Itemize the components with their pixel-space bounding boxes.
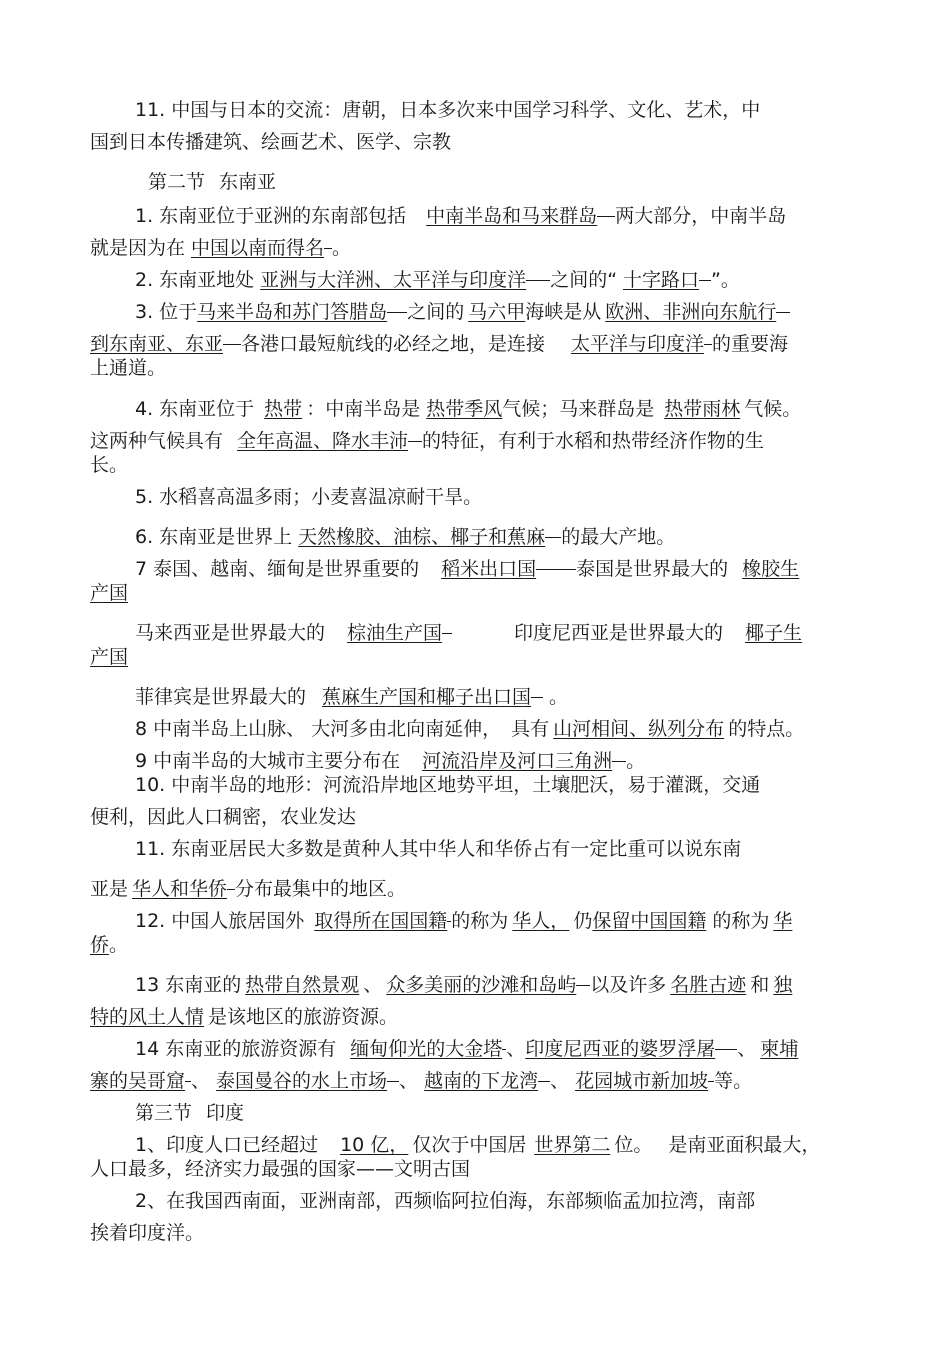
text-segment: 7 泰国、越南、缅甸是世界重要的 (135, 558, 420, 580)
text-segment: 之间的 (407, 301, 465, 323)
answer-blank: 到东南亚、东亚 (90, 333, 224, 355)
spacer (597, 194, 615, 217)
answer-blank: 10 亿， (340, 1134, 409, 1156)
answer-blank: 山河相间、纵列分布 (553, 718, 725, 740)
text-line (135, 547, 800, 580)
spacer (387, 290, 407, 313)
text-segment: 上通道。 (90, 357, 167, 379)
text-line (135, 1123, 821, 1156)
answer-blank: 热带季风 (426, 398, 503, 420)
spacer (776, 290, 790, 313)
text-segment: 6. 东南亚是世界上 (135, 526, 293, 548)
spacer (545, 322, 571, 350)
spacer (223, 419, 237, 447)
text-line (135, 290, 790, 323)
text-segment: 。 (109, 934, 129, 956)
text-segment: 、 (399, 1070, 419, 1092)
text-segment: 印度尼西亚是世界最大的 (514, 622, 724, 644)
answer-blank: 热带雨林 (664, 398, 741, 420)
text-segment: 大河多由北向南延伸， (311, 718, 502, 740)
answer-blank: 柬埔 (760, 1038, 799, 1060)
answer-blank: 泰国曼谷的水上市场 (216, 1070, 388, 1092)
spacer (723, 611, 745, 639)
text-segment: 马来西亚是世界最大的 (135, 622, 326, 644)
answer-blank: 华人， (512, 910, 570, 932)
text-line (90, 1155, 470, 1183)
answer-blank: 名胜古迹 (670, 974, 747, 996)
text-segment: 5. 水稻喜高温多雨；小麦喜温凉耐干旱。 (135, 486, 483, 508)
text-segment: 、 (550, 1070, 570, 1092)
text-line (90, 995, 399, 1028)
text-line (90, 643, 128, 671)
answer-blank: 华人和华侨 (132, 878, 228, 900)
spacer (452, 611, 514, 639)
text-line (135, 771, 760, 799)
spacer (306, 675, 322, 703)
spacer (501, 707, 511, 735)
text-segment: ：中南半岛是 (306, 398, 421, 420)
answer-blank: 印度尼西亚的婆罗浮屠 (525, 1038, 716, 1060)
spacer (254, 387, 264, 415)
spacer (536, 547, 576, 570)
answer-blank: 热带 (264, 398, 303, 420)
text-segment: 人口最多，经济实力最强的国家——文明古国 (90, 1158, 471, 1180)
text-segment: 长。 (90, 454, 129, 476)
spacer (612, 739, 626, 762)
spacer (304, 899, 314, 927)
spacer (387, 1059, 399, 1082)
text-line (135, 258, 740, 291)
text-line (135, 899, 793, 932)
text-line (135, 611, 803, 644)
text-line (135, 1027, 799, 1060)
text-segment: 是南亚面积最大， (668, 1134, 821, 1156)
text-segment: 分布最集中的地区。 (235, 878, 407, 900)
spacer (728, 547, 742, 575)
answer-blank: 橡胶生 (742, 558, 800, 580)
answer-blank: 独 (773, 974, 793, 996)
spacer (406, 194, 426, 222)
text-segment: 。 (332, 237, 352, 259)
answer-blank: 花园城市新加坡 (575, 1070, 709, 1092)
text-segment: 两大部分，中南半岛 (615, 205, 787, 227)
answer-blank: 全年高温、降水丰沛 (237, 430, 409, 452)
spacer (576, 963, 590, 986)
text-segment: 气候。 (744, 398, 802, 420)
text-line (135, 96, 760, 124)
text-line (90, 579, 128, 607)
answer-blank: 特的风土人情 (90, 1006, 205, 1028)
answer-blank: 寨的吴哥窟 (90, 1070, 186, 1092)
text-line (90, 1219, 204, 1247)
spacer (715, 1027, 737, 1050)
answer-blank: 侨 (90, 934, 110, 956)
spacer (400, 739, 422, 767)
text-line (135, 194, 787, 227)
answer-blank: 蕉麻生产国和椰子出口国 (322, 686, 532, 708)
text-segment: 的称为 (451, 910, 509, 932)
text-segment: 泰国是世界最大的 (576, 558, 729, 580)
text-segment: 仍 (573, 910, 593, 932)
text-segment: 12. 中国人旅居国外 (135, 910, 305, 932)
text-line (90, 226, 352, 259)
text-segment: 是该地区的旅游资源。 (208, 1006, 399, 1028)
text-segment: 4. 东南亚位于 (135, 398, 255, 420)
answer-blank: 产国 (90, 646, 129, 668)
text-segment: 东南亚 (219, 171, 277, 193)
text-segment: 的特点。 (728, 718, 805, 740)
text-segment: 14 东南亚的旅游资源有 (135, 1038, 337, 1060)
text-segment: 、 (191, 1070, 211, 1092)
answer-blank: 亚洲与大洋洲、太平洋与印度洋 (260, 269, 527, 291)
text-line (135, 835, 741, 863)
answer-blank: 保留中国国籍 (592, 910, 707, 932)
text-segment: 和 (750, 974, 770, 996)
text-line (148, 160, 277, 193)
text-line (90, 354, 166, 382)
answer-blank: 众多美丽的沙滩和岛屿 (386, 974, 577, 996)
text-segment: 具有 (511, 718, 550, 740)
spacer (538, 1059, 550, 1082)
spacer (699, 258, 711, 281)
text-segment: 的最大产地。 (561, 526, 676, 548)
text-segment: 各港口最短航线的必经之地，是连接 (241, 333, 546, 355)
text-segment: 9 中南半岛的大城市主要分布在 (135, 750, 401, 772)
text-segment: 菲律宾是世界最大的 (135, 686, 307, 708)
text-segment: 2、在我国西南面，亚洲南部，西频临阿拉伯海，东部频临孟加拉湾，南部 (135, 1190, 756, 1212)
answer-blank: 世界第二 (534, 1134, 611, 1156)
text-segment: 挨着印度洋。 (90, 1222, 205, 1244)
text-segment: 便利，因此人口稠密，农业发达 (90, 806, 357, 828)
text-line (135, 387, 802, 420)
spacer (442, 611, 452, 634)
answer-blank: 太平洋与印度洋 (571, 333, 705, 355)
text-line (135, 483, 482, 511)
text-segment: 1、印度人口已经超过 (135, 1134, 319, 1156)
answer-blank: 棕油生产国 (347, 622, 443, 644)
spacer (336, 1027, 350, 1055)
text-segment: 1. 东南亚位于亚洲的东南部包括 (135, 205, 407, 227)
answer-blank: 产国 (90, 582, 129, 604)
text-segment: 的特征，有利于水稻和热带经济作物的生 (422, 430, 765, 452)
answer-blank: 河流沿岸及河口三角洲 (422, 750, 613, 772)
text-line (135, 675, 569, 708)
text-segment: 10. 中南半岛的地形：河流沿岸地区地势平坦，土壤肥沃，易于灌溉，交通 (135, 774, 761, 796)
text-segment: 。 (626, 750, 646, 772)
text-segment: 11. 中国与日本的交流：唐朝，日本多次来中国学习科学、文化、艺术，中 (135, 99, 761, 121)
text-line (90, 451, 128, 479)
text-segment: 气候；马来群岛是 (502, 398, 655, 420)
spacer (652, 1123, 668, 1151)
text-segment: 第二节 (148, 171, 206, 193)
spacer (545, 515, 561, 538)
text-segment: 海峡是从 (525, 301, 602, 323)
answer-blank: 取得所在国国籍 (314, 910, 448, 932)
spacer (704, 322, 712, 345)
text-segment: 。 (549, 686, 569, 708)
text-segment: 印度 (206, 1102, 245, 1124)
answer-blank: 十字路口 (623, 269, 700, 291)
answer-blank: 椰子生 (745, 622, 803, 644)
spacer (223, 322, 241, 345)
text-segment: 等。 (714, 1070, 753, 1092)
text-segment: 的重要海 (712, 333, 789, 355)
text-segment: 、 (363, 974, 383, 996)
spacer (324, 226, 332, 249)
text-segment: 就是因为在 (90, 237, 186, 259)
text-segment: 的称为 (712, 910, 770, 932)
text-line (90, 128, 451, 156)
answer-blank: 中国以南而得名 (191, 237, 325, 259)
spacer (654, 387, 664, 415)
text-line (135, 739, 646, 772)
spacer (408, 419, 422, 442)
text-line (135, 707, 805, 740)
text-segment: 第三节 (135, 1102, 193, 1124)
text-segment: ”。 (711, 269, 740, 291)
spacer (526, 258, 550, 281)
text-line (90, 1059, 753, 1092)
text-segment: 国到日本传播建筑、绘画艺术、医学、宗教 (90, 131, 452, 153)
spacer (205, 160, 219, 188)
text-segment: 13 东南亚的 (135, 974, 242, 996)
text-line (90, 419, 765, 452)
text-segment: 位。 (614, 1134, 653, 1156)
answer-blank: 华 (773, 910, 793, 932)
spacer (531, 675, 543, 698)
text-segment: 3. 位于 (135, 301, 198, 323)
text-segment: 8 中南半岛上山脉、 (135, 718, 306, 740)
spacer (318, 1123, 340, 1151)
answer-blank: 缅甸仰光的大金塔 (350, 1038, 503, 1060)
text-line (135, 515, 676, 548)
text-segment: 亚是 (90, 878, 129, 900)
text-line (135, 1187, 755, 1215)
text-segment: 之间的“ (550, 269, 618, 291)
answer-blank: 马来半岛和苏门答腊岛 (197, 301, 388, 323)
text-line (90, 931, 128, 959)
answer-blank: 天然橡胶、油棕、椰子和蕉麻 (298, 526, 546, 548)
text-line (90, 322, 789, 355)
text-line (90, 803, 356, 831)
text-segment: 这两种气候具有 (90, 430, 224, 452)
text-segment: 、 (737, 1038, 757, 1060)
text-segment: 11. 东南亚居民大多数是黄种人其中华人和华侨占有一定比重可以说东南 (135, 838, 742, 860)
text-segment: 、 (506, 1038, 526, 1060)
spacer (419, 547, 441, 575)
answer-blank: 热带自然景观 (245, 974, 360, 996)
text-segment: 2. 东南亚地处 (135, 269, 255, 291)
spacer (227, 867, 235, 890)
answer-blank: 稻米出口国 (441, 558, 537, 580)
answer-blank: 欧洲、非洲向东航行 (605, 301, 777, 323)
answer-blank: 越南的下龙湾 (424, 1070, 539, 1092)
text-line (90, 867, 407, 900)
spacer (325, 611, 347, 639)
text-segment: 仅次于中国居 (412, 1134, 527, 1156)
spacer (192, 1091, 206, 1119)
text-segment: 以及许多 (590, 974, 667, 996)
answer-blank: 中南半岛和马来群岛 (426, 205, 598, 227)
text-line (135, 963, 793, 996)
text-line (135, 1091, 245, 1124)
answer-blank: 马六甲 (468, 301, 526, 323)
